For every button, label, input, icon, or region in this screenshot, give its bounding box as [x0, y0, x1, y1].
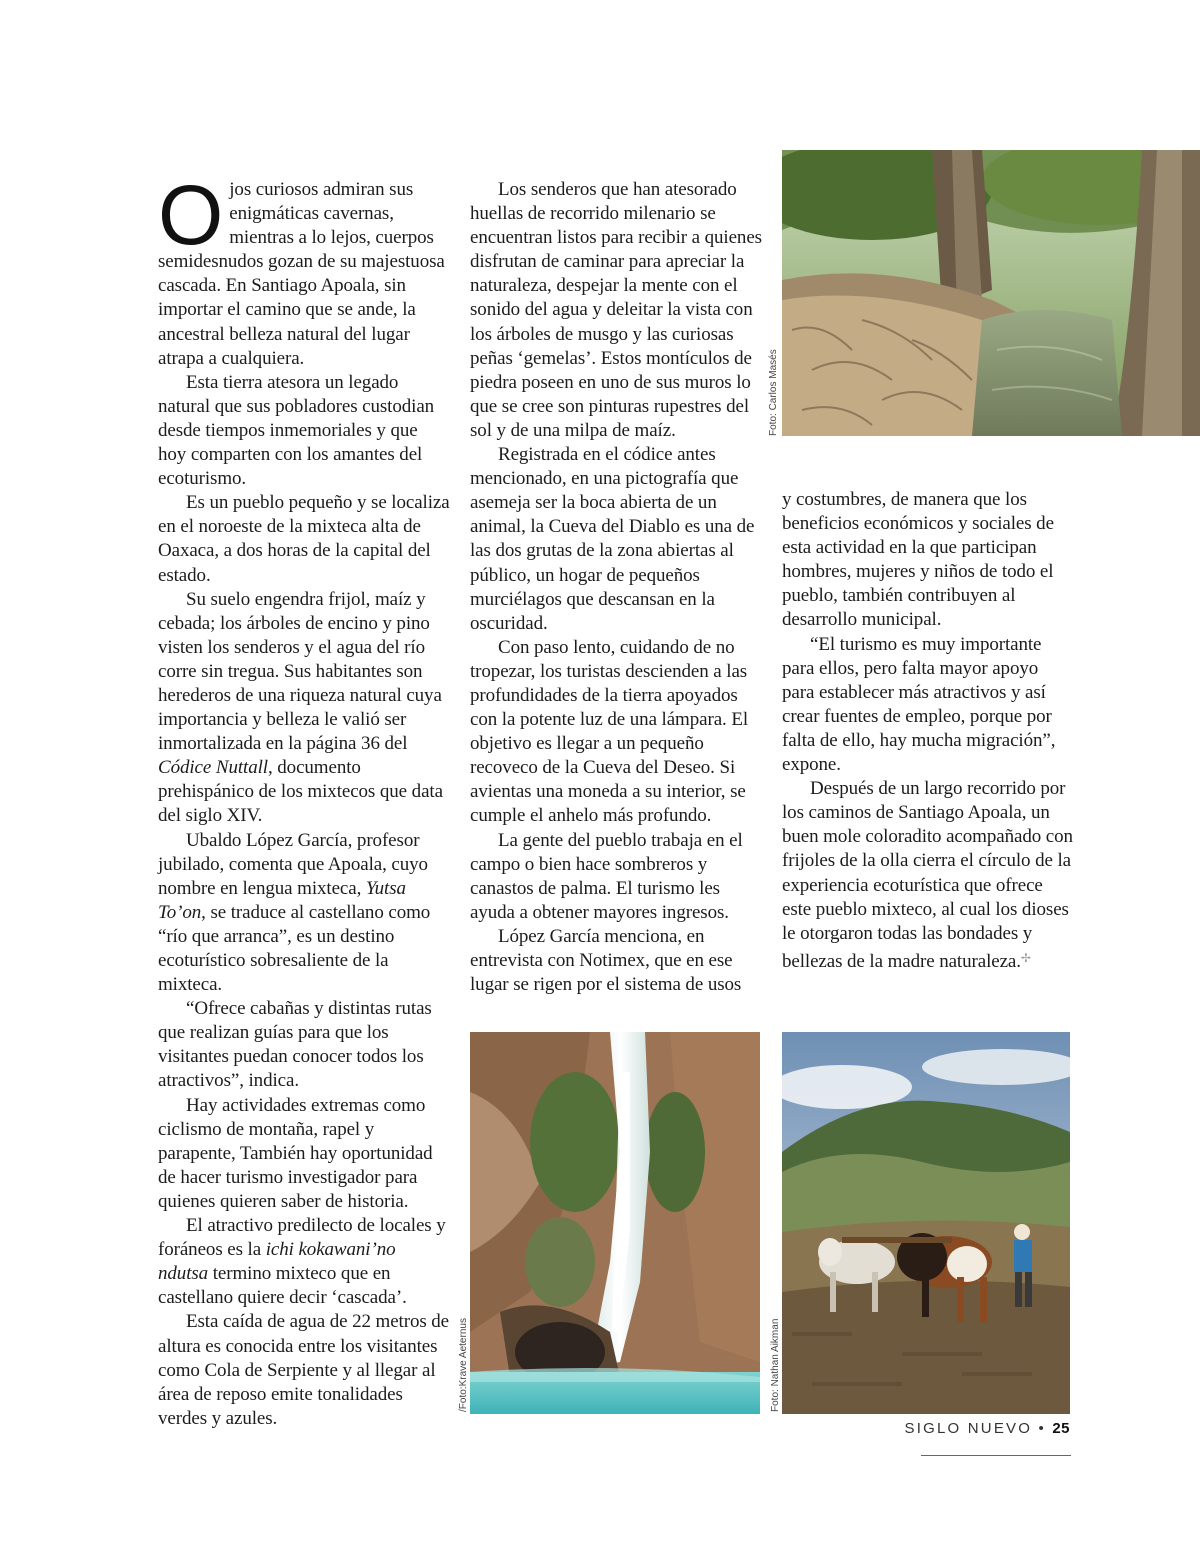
- article-paragraph: “Ofrece cabañas y distintas rutas que realizan guías para que los visitantes puedan conocer todos los atractivos”, indica.: [158, 998, 432, 1092]
- article-paragraph: Con paso lento, cuidando de no tropezar, los turistas descienden a las profundidades de la tierra apoyados con la potente luz de una lámpara. El objetivo es llegar a un pequeño recoveco de la Cueva del Deseo. Si avientas una moneda a su interior, se cumple el anhelo más profundo.: [470, 636, 749, 827]
- article-paragraph: Esta tierra atesora un legado natural que sus pobladores custodian desde tiempos inmemoriales y que hoy comparten con los amantes del ecoturismo.: [158, 371, 435, 490]
- photo-credit: /Foto:Krave Aeternus: [458, 1318, 469, 1412]
- article-paragraph: Ubaldo López García, profesor jubilado, comenta que Apoala, cuyo nombre en lengua mixteca, Yutsa To’on, se traduce al castellano como “río que arranca”, es un destino ecoturístico sobresaliente de la mixteca.: [158, 829, 431, 996]
- photo-credit: Foto: Nathan Aikman: [770, 1318, 781, 1412]
- photo-credit: Foto: Carlos Masés: [768, 349, 779, 436]
- article-paragraph: La gente del pueblo trabaja en el campo o bien hace sombreros y canastos de palma. El turismo les ayuda a obtener mayores ingresos.: [470, 829, 743, 923]
- article-paragraph: Su suelo engendra frijol, maíz y cebada; los árboles de encino y pino visten los senderos y el agua del río corre sin tregua. Sus habitantes son herederos de una riqueza natural cuya importancia y belleza le valió ser inmortalizada en la página 36 del Códice Nuttall, documento prehispánico de los mixtecos que data del siglo XIV.: [158, 588, 443, 827]
- magazine-name: SIGLO NUEVO: [904, 1420, 1033, 1437]
- page-footer: [860, 1420, 1070, 1437]
- article-paragraph: Esta caída de agua de 22 metros de altura es conocida entre los visitantes como Cola de Serpiente y al llegar al área de reposo emite tonalidades verdes y azules.: [158, 1311, 450, 1429]
- article-paragraph: El atractivo predilecto de locales y foráneos es la ichi kokawani’no ndutsa termino mixteco que en castellano quiere decir ‘cascada’.: [158, 1215, 446, 1309]
- article-column-3: [782, 488, 1074, 974]
- italic-term: Yutsa To’on: [158, 877, 406, 923]
- article-paragraph: Registrada en el códice antes mencionado, en una pictografía que asemeja ser la boca abierta de un animal, la Cueva del Diablo es una de las dos grutas de la zona abiertas al público, un hogar de pequeños murciélagos que descansan en la oscuridad.: [470, 444, 755, 634]
- oxen-photo: [782, 1032, 1070, 1414]
- article-paragraph: Después de un largo recorrido por los caminos de Santiago Apoala, un buen mole coloradito acompañado con frijoles de la olla cierra el círculo de la experiencia ecoturística que ofrece este pueblo mixteco, al cual los dioses le otorgaron todas las bondades y bellezas de la madre naturaleza.✢: [782, 778, 1073, 972]
- italic-term: ichi kokawani’no ndutsa: [158, 1239, 396, 1285]
- page-number: 25: [1052, 1420, 1070, 1437]
- article-paragraph: y costumbres, de manera que los beneficios económicos y sociales de esta actividad en la que participan hombres, mujeres y niños de todo el pueblo, también contribuyen al desarrollo municipal.: [782, 489, 1054, 631]
- river-photo: [782, 150, 1200, 436]
- article-paragraph: Los senderos que han atesorado huellas de recorrido milenario se encuentran listos para recibir a quienes disfrutan de caminar para apreciar la naturaleza, despejar la mente con el sonido del agua y deleitar la vista con los árboles de musgo y las curiosas peñas ‘gemelas’. Estos montículos de piedra poseen en uno de sus muros lo que se cree son pinturas rupestres del sol y de una milpa de maíz.: [470, 179, 762, 441]
- footer-rule: [921, 1455, 1071, 1456]
- article-paragraph: López García menciona, en entrevista con Notimex, que en ese lugar se rigen por el sistema de usos: [470, 925, 742, 996]
- article-column-2: [470, 178, 762, 997]
- drop-cap: O: [158, 168, 224, 262]
- footer-separator: •: [1038, 1420, 1046, 1437]
- article-paragraph: Es un pueblo pequeño y se localiza en el noroeste de la mixteca alta de Oaxaca, a dos horas de la capital del estado.: [158, 492, 450, 586]
- italic-title: Códice Nuttall: [158, 757, 268, 779]
- article-paragraph: Hay actividades extremas como ciclismo de montaña, rapel y parapente, También hay oportunidad de hacer turismo investigador para quienes quieren saber de historia.: [158, 1094, 433, 1212]
- article-paragraph: “El turismo es muy importante para ellos, pero falta mayor apoyo para establecer más atractivos y así crear fuentes de empleo, porque por falta de ello, hay mucha migración”, expone.: [782, 633, 1056, 776]
- end-of-article-icon: ✢: [1020, 950, 1031, 965]
- waterfall-photo: [470, 1032, 760, 1414]
- article-paragraph: Ojos curiosos admiran sus enigmáticas cavernas, mientras a lo lejos, cuerpos semidesnudos gozan de su majestuosa cascada. En Santiago Apoala, sin importar el camino que se ande, la ancestral belleza natural del lugar atrapa a cualquiera.: [158, 168, 445, 369]
- article-column-1: [158, 168, 450, 1431]
